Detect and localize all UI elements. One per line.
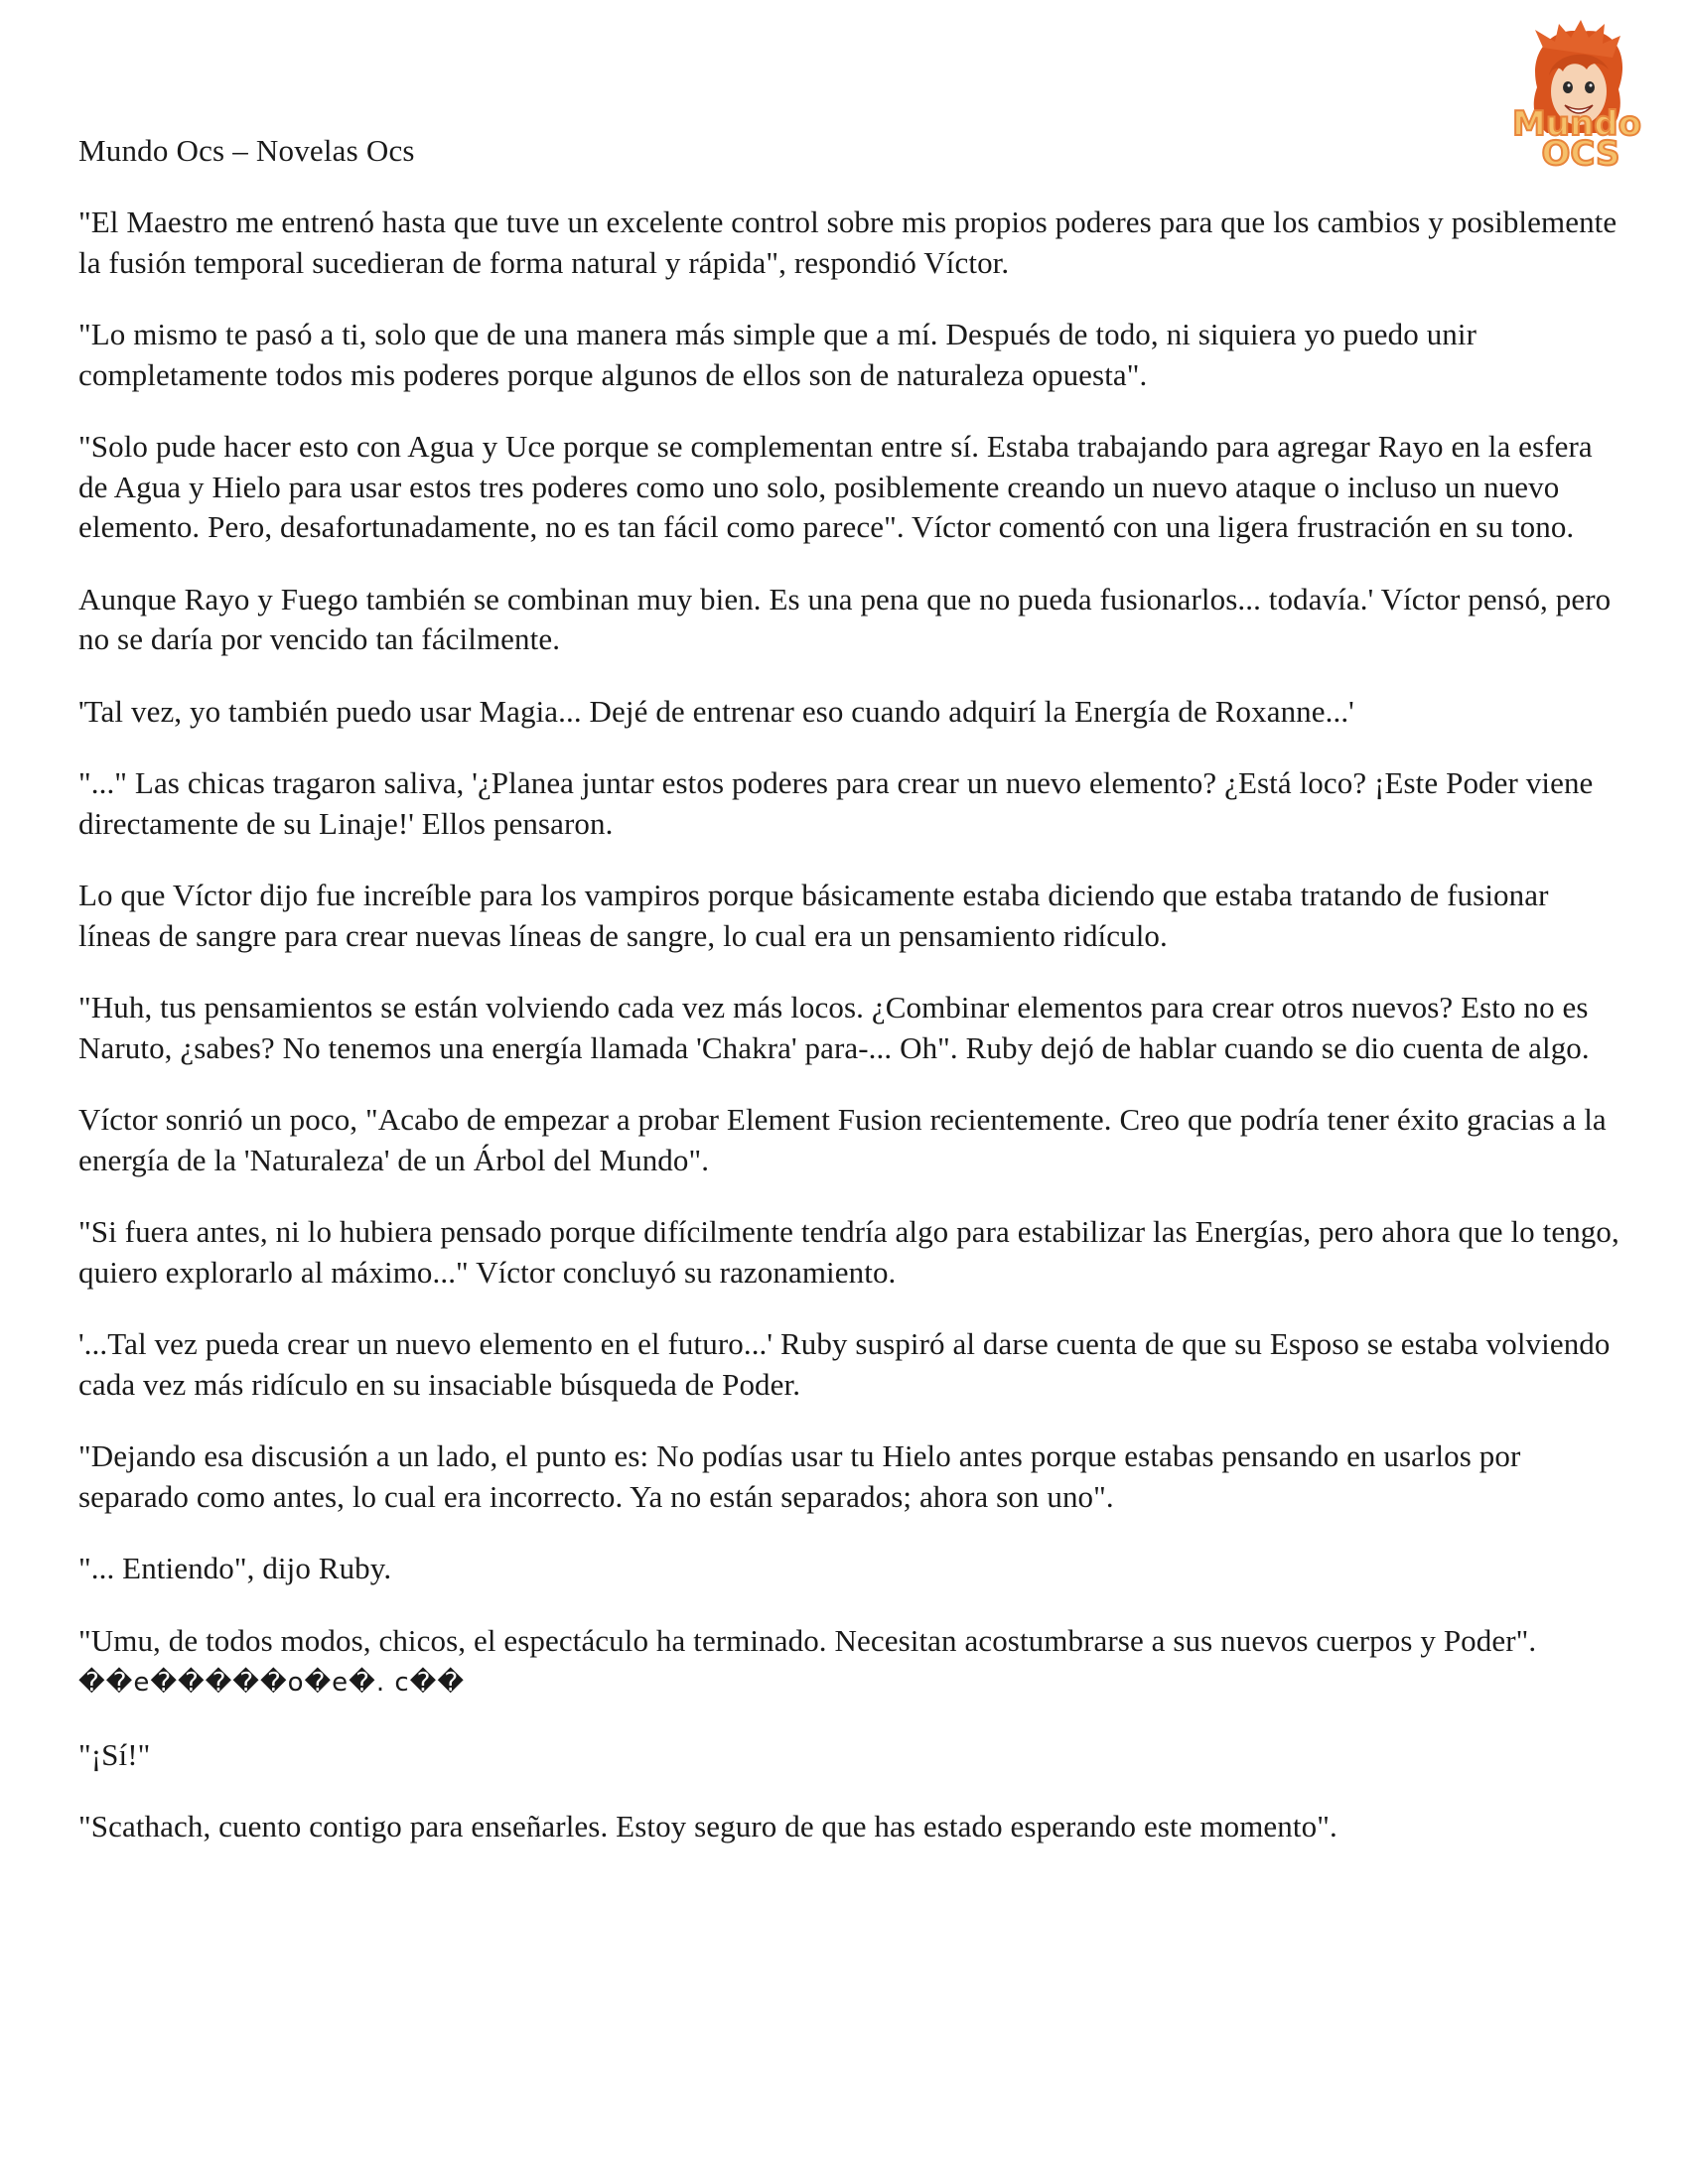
paragraph: "Scathach, cuento contigo para enseñarles. Estoy seguro de que has estado esperando este momento". xyxy=(78,1809,1337,1843)
paragraph-text: "Umu, de todos modos, chicos, el espectáculo ha terminado. Necesitan acostumbrarse a sus nuevos cuerpos y Poder". xyxy=(78,1622,1537,1658)
paragraph: "Dejando esa discusión a un lado, el punto es: No podías usar tu Hielo antes porque estabas pensando en usarlos por separado como antes, lo cual era incorrecto. Ya no están separados; ahora son uno". xyxy=(78,1438,1521,1514)
paragraph: "... Entiendo", dijo Ruby. xyxy=(78,1551,392,1585)
paragraph: "Lo mismo te pasó a ti, solo que de una manera más simple que a mí. Después de todo, ni siquiera yo puedo unir completamente todos mis poderes porque algunos de ellos son de naturaleza opuesta". xyxy=(78,317,1477,392)
paragraph: 'Tal vez, yo también puedo usar Magia... Dejé de entrenar eso cuando adquirí la Energía de Roxanne...' xyxy=(78,693,1354,729)
paragraph: '...Tal vez pueda crear un nuevo elemento en el futuro...' Ruby suspiró al darse cuenta de que su Esposo se estaba volviendo cada vez más ridículo en su insaciable búsqueda de Poder. xyxy=(78,1326,1611,1402)
novel-body xyxy=(78,203,1627,1879)
paragraph: "Si fuera antes, ni lo hubiera pensado porque difícilmente tendría algo para estabilizar las Energías, pero ahora que lo tengo, quiero explorarlo al máximo..." Víctor concluyó su razonamiento. xyxy=(78,1214,1619,1290)
paragraph: "Solo pude hacer esto con Agua y Uce porque se complementan entre sí. Estaba trabajando para agregar Rayo en la esfera de Agua y Hielo para usar estos tres poderes como uno solo, posiblemente creando un nuevo ataque o incluso un nuevo elemento. Pero, desafortunadamente, no es tan fácil como parece". Víctor comentó con una ligera frustración en su tono. xyxy=(78,429,1593,544)
logo-text-line1: Mundo xyxy=(1512,104,1641,144)
paragraph-with-garbled-text xyxy=(78,1621,1627,1704)
mundo-ocs-logo xyxy=(1497,18,1656,177)
page-header-title: Mundo Ocs – Novelas Ocs xyxy=(78,133,415,168)
paragraph: Aunque Rayo y Fuego también se combinan muy bien. Es una pena que no pueda fusionarlos... todavía.' Víctor pensó, pero no se daría por vencido tan fácilmente. xyxy=(78,581,1612,656)
paragraph: "..." Las chicas tragaron saliva, '¿Planea juntar estos poderes para crear un nuevo elemento? ¿Está loco? ¡Este Poder viene directamente de su Linaje!' Ellos pensaron. xyxy=(78,765,1594,841)
garbled-characters: ��e�����o�e�. c�� xyxy=(78,1668,465,1698)
paragraph: Lo que Víctor dijo fue increíble para los vampiros porque básicamente estaba diciendo que estaba tratando de fusionar líneas de sangre para crear nuevas líneas de sangre, lo cual era un pensamiento ridículo. xyxy=(78,878,1549,953)
paragraph: Víctor sonrió un poco, "Acabo de empezar a probar Element Fusion recientemente. Creo que podría tener éxito gracias a la energía de la 'Naturaleza' de un Árbol del Mundo". xyxy=(78,1102,1607,1177)
logo-text-line2: OCS xyxy=(1541,134,1620,174)
paragraph: "¡Sí!" xyxy=(78,1736,151,1772)
paragraph: "Huh, tus pensamientos se están volviendo cada vez más locos. ¿Combinar elementos para crear otros nuevos? Esto no es Naruto, ¿sabes? No tenemos una energía llamada 'Chakra' para-... Oh". Ruby dejó de hablar cuando se dio cuenta de algo. xyxy=(78,990,1590,1065)
paragraph: "El Maestro me entrenó hasta que tuve un excelente control sobre mis propios poderes para que los cambios y posiblemente la fusión temporal sucedieran de forma natural y rápida", respondió Víctor. xyxy=(78,205,1618,280)
mascot-logo-icon xyxy=(1497,18,1656,177)
